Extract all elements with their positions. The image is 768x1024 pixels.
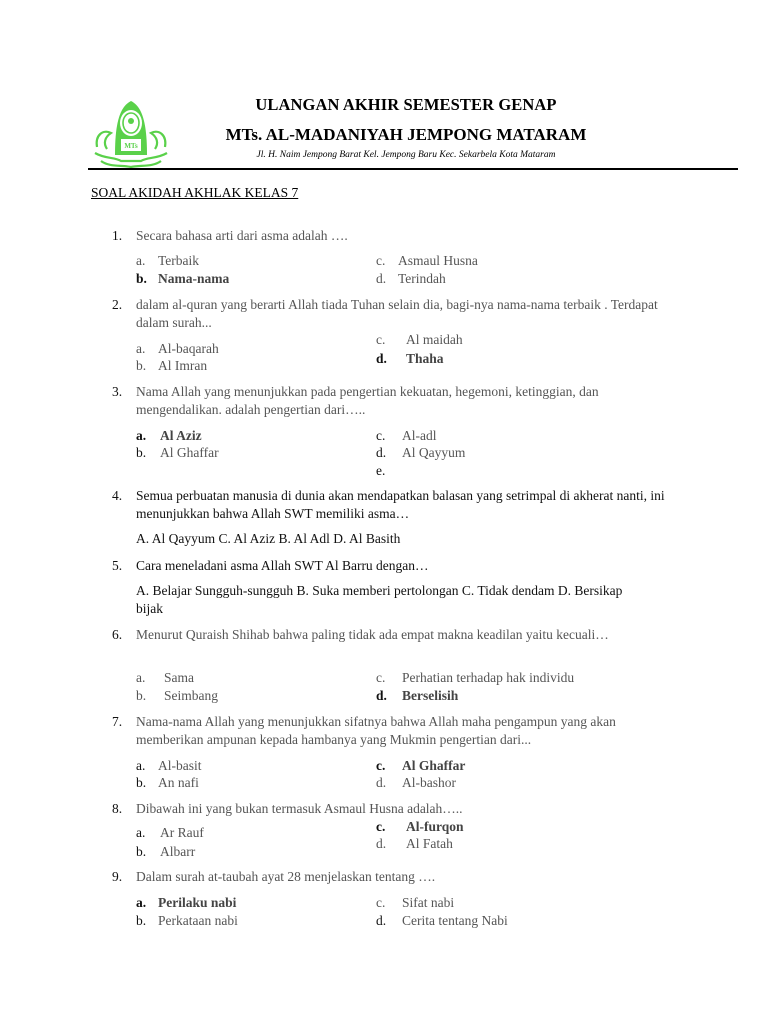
option-c: c. Al-adl <box>376 428 437 443</box>
logo-text: MTs <box>124 142 138 150</box>
question-3 <box>112 383 672 419</box>
option-a: a. Perilaku nabi <box>136 895 237 910</box>
option-d: d. Al-bashor <box>376 775 456 790</box>
options-line: A. Al Qayyum C. Al Aziz B. Al Adl D. Al Basith <box>136 531 401 546</box>
school-name: MTs. AL-MADANIYAH JEMPONG MATARAM <box>225 125 587 144</box>
option-b: b. Al Ghaffar <box>136 445 219 460</box>
option-c: c. Al-furqon <box>376 819 464 834</box>
header-divider <box>88 168 738 170</box>
question-number: 8. <box>112 801 123 816</box>
question-6 <box>112 626 672 644</box>
option-c: c. Al maidah <box>376 332 463 347</box>
option-a: a. Terbaik <box>136 253 200 268</box>
option-d: d. Berselisih <box>376 688 459 703</box>
question-text: Dibawah ini yang bukan termasuk Asmaul Husna adalah….. <box>136 801 463 816</box>
option-d: d. Thaha <box>376 351 444 366</box>
question-number: 9. <box>112 869 123 884</box>
question-text: Menurut Quraish Shihab bahwa paling tidak ada empat makna keadilan yaitu kecuali… <box>136 627 609 642</box>
question-number: 3. <box>112 384 123 399</box>
option-d: d. Cerita tentang Nabi <box>376 913 508 928</box>
question-number: 1. <box>112 228 123 243</box>
question-2 <box>112 296 672 332</box>
question-number: 4. <box>112 488 123 503</box>
question-text: Semua perbuatan manusia di dunia akan mendapatkan balasan yang setrimpal di akherat nanti, ini menunjukkan bahwa Allah SWT memiliki asma… <box>136 488 665 521</box>
school-logo <box>91 95 171 171</box>
option-a: a. Al-basit <box>136 758 202 773</box>
option-b: b. Albarr <box>136 844 196 859</box>
option-b: b. Perkataan nabi <box>136 913 238 928</box>
option-c: c. Asmaul Husna <box>376 253 478 268</box>
option-a: a. Al Aziz <box>136 428 202 443</box>
option-d: d. Al Fatah <box>376 836 453 851</box>
question-text: Dalam surah at-taubah ayat 28 menjelaskan tentang …. <box>136 869 436 884</box>
option-b: b. An nafi <box>136 775 199 790</box>
question-7 <box>112 713 672 749</box>
school-address: Jl. H. Naim Jempong Barat Kel. Jempong Baru Kec. Sekarbela Kota Mataram <box>256 150 556 160</box>
subject-heading: SOAL AKIDAH AKHLAK KELAS 7 <box>91 185 299 200</box>
option-a: a. Ar Rauf <box>136 825 204 840</box>
option-a: a. Sama <box>136 670 194 685</box>
option-c: c. Sifat nabi <box>376 895 455 910</box>
question-4 <box>112 487 672 523</box>
question-number: 5. <box>112 558 123 573</box>
option-b: b. Nama-nama <box>136 271 230 286</box>
option-c: c. Perhatian terhadap hak individu <box>376 670 575 685</box>
option-d: d. Terindah <box>376 271 446 286</box>
question-9 <box>112 868 672 886</box>
option-b: b. Seimbang <box>136 688 218 703</box>
question-5 <box>112 557 672 575</box>
option-e: e. <box>376 463 386 478</box>
options-line: A. Belajar Sungguh-sungguh B. Suka memberi pertolongan C. Tidak dendam D. Bersikap bijak <box>136 583 623 616</box>
question-number: 2. <box>112 297 123 312</box>
question-text: dalam al-quran yang berarti Allah tiada Tuhan selain dia, bagi-nya nama-nama terbaik . Terdapat dalam surah... <box>136 297 658 330</box>
question-text: Nama-nama Allah yang menunjukkan sifatnya bahwa Allah maha pengampun yang akan memberikan ampunan kepada hambanya yang Mukmin pengertian dari... <box>136 714 616 747</box>
question-1 <box>112 227 672 245</box>
question-text: Nama Allah yang menunjukkan pada pengertian kekuatan, hegemoni, ketinggian, dan mengendalikan. adalah pengertian dari….. <box>136 384 599 417</box>
question-number: 7. <box>112 714 123 729</box>
exam-title: ULANGAN AKHIR SEMESTER GENAP <box>255 95 557 114</box>
question-number: 6. <box>112 627 123 642</box>
option-c: c. Al Ghaffar <box>376 758 466 773</box>
option-a: a. Al-baqarah <box>136 341 219 356</box>
option-d: d. Al Qayyum <box>376 445 466 460</box>
option-b: b. Al Imran <box>136 358 208 373</box>
question-8 <box>112 800 672 818</box>
question-text: Secara bahasa arti dari asma adalah …. <box>136 228 348 243</box>
question-text: Cara meneladani asma Allah SWT Al Barru dengan… <box>136 558 429 573</box>
